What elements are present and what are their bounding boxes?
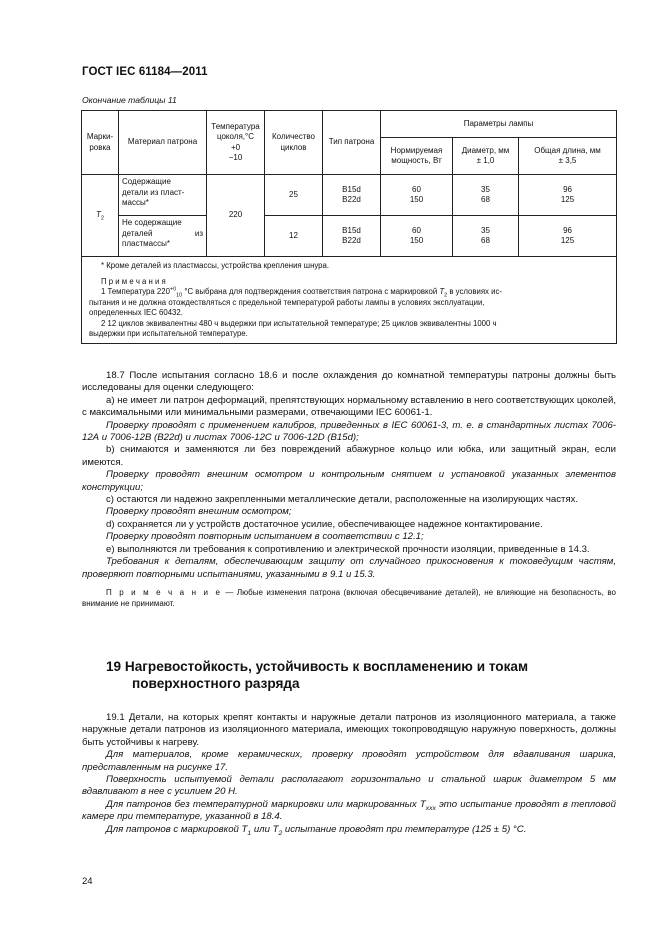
note-2: 2 12 циклов эквивалентны 480 ч выдержки при испытательной температуре; 25 циклов эквивалентны 1000 ч — [101, 318, 497, 328]
cell-types: B15d B22d — [323, 175, 381, 216]
note-1: 1 Температура $220^{+0}_{10}$ °C выбрана для подтверждения соответствия патрона с маркировкой $T_2$ в условиях ис- — [101, 286, 502, 299]
paragraph: Проверку проводят внешним осмотром и контрольным снятием и установкой указанных элементов конструкции; — [82, 469, 616, 493]
lamp-holder-table — [81, 110, 617, 344]
table-footnote: * Кроме деталей из пластмассы, устройства крепления шнура. — [101, 261, 330, 270]
section-19-text — [82, 712, 616, 836]
paragraph: b) снимаются и заменяются ли без повреждений абажурное кольцо или юбка, или защитный экран, если имеются. — [82, 444, 616, 468]
paragraph: Для патронов с маркировкой $T_1$ или $T_2$ испытание проводят при температуре (125 ± 5) °С. — [106, 823, 527, 837]
table-row — [82, 175, 617, 216]
paragraph: d) сохраняется ли у устройств достаточное усилие, обеспечивающее надежное контактирование. — [106, 518, 543, 530]
cell-marking: $T_2$ — [82, 175, 119, 257]
header-temperature: Температура цоколя,°C +0 −10 — [207, 111, 265, 175]
table-caption: Окончание таблицы 11 — [82, 95, 177, 105]
cell-power: 60 150 — [381, 216, 453, 257]
cell-length: 96 125 — [519, 175, 617, 216]
cell-diameter: 35 68 — [453, 175, 519, 216]
header-cycles: Количество циклов — [265, 111, 323, 175]
table-header-row — [82, 111, 617, 138]
header-marking: Марки- ровка — [82, 111, 119, 175]
paragraph: с) остаются ли надежно закрепленными металлические детали, расположенные на изолирующих частях. — [106, 494, 579, 506]
cell-types: B15d B22d — [323, 216, 381, 257]
paragraph: Для материалов, кроме керамических, проверку проводят устройством для вдавливания шарика, представленным на рисунке 17. — [82, 749, 616, 773]
table-notes: * Кроме деталей из пластмассы, устройства крепления шнура. П р и м е ч а н и я 1 Температура $220^{+0}_{10}$ °C выбрана для подтверждения соответствия патрона с маркировкой $T_2$ в условиях ис- пытания и не должна отождествляться с предельной температурой работы лампы в условиях эксплуатации, определенных IEC 60432. 2 12 циклов эквивалентны 480 ч выдержки при испытательной температуре; 25 циклов эквивалентны 1000 ч выдержки при испытательной температуре. — [82, 257, 617, 344]
cell-cycles: 12 — [265, 216, 323, 257]
paragraph: Поверхность испытуемой детали располагают горизонтально и стальной шарик диаметром 5 мм вдавливают в нее с усилием 20 Н. — [82, 774, 616, 798]
paragraph: 18.7 После испытания согласно 18.6 и после охлаждения до комнатной температуры патроны должны быть исследованы для оценки следующего: — [82, 370, 616, 394]
table-row — [82, 216, 617, 257]
cell-length: 96 125 — [519, 216, 617, 257]
paragraph: а) не имеет ли патрон деформаций, препятствующих нормальному вставлению в него соответствующих цоколей, с максимальными или минимальными размерами, отвечающими IEC 60061-1. — [82, 394, 616, 419]
paragraph: е) выполняются ли требования к сопротивлению и электрической прочности изоляции, приведенные в 14.3. — [106, 543, 590, 555]
table-notes-row — [82, 257, 617, 344]
header-material: Материал патрона — [119, 111, 207, 175]
header-length: Общая длина, мм ± 3,5 — [519, 138, 617, 175]
paragraph: Проверку проводят внешним осмотром; — [106, 506, 292, 518]
page-number: 24 — [82, 876, 93, 887]
section-note: П р и м е ч а н и е — Любые изменения патрона (включая обесцвечивание деталей), не влияющие на безопасность, во внимание не принимают. — [82, 587, 616, 608]
paragraph: 19.1 Детали, на которых крепят контакты и наружные детали патронов из изоляционного материала, а также наружные детали патронов из изоляционного материала, имеющих токопроводящую наружную поверхность, должны быть устойчивы к нагреву. — [82, 712, 616, 748]
header-lamp-type: Тип патрона — [323, 111, 381, 175]
cell-temperature: 220 — [207, 175, 265, 257]
header-diameter: Диаметр, мм ± 1,0 — [453, 138, 519, 175]
cell-cycles: 25 — [265, 175, 323, 216]
paragraph: Для патронов без температурной маркировки или маркированных $T_{xxx}$ это испытание проводят в тепловой камере при температуре, указанной в 18.4. — [82, 798, 616, 823]
paragraph: Требования к деталям, обеспечивающим защиту от случайного прикосновения к токоведущим частям, проверяют повторными испытаниями, указанными в 9.1 и 15.3. — [82, 556, 616, 580]
cell-diameter: 35 68 — [453, 216, 519, 257]
section-18-text — [82, 370, 616, 609]
section-19-heading: 19 Нагревостойкость, устойчивость к воспламенению и токам поверхностного разряда — [106, 659, 529, 691]
header-lamp-params: Параметры лампы — [381, 111, 617, 138]
document-header: ГОСТ IEC 61184—2011 — [82, 66, 208, 78]
cell-material: Не содержащие деталей из пластмассы* — [119, 216, 207, 257]
cell-material: Содержащие детали из пласт- массы* — [119, 175, 207, 216]
notes-heading: П р и м е ч а н и я — [101, 276, 166, 286]
paragraph: Проверку проводят повторным испытанием в соответствии с 12.1; — [106, 531, 424, 543]
header-power: Нормируемая мощность, Вт — [381, 138, 453, 175]
cell-power: 60 150 — [381, 175, 453, 216]
paragraph: Проверку проводят с применением калибров, приведенных в IEC 60061-3, т. е. в стандартных листах 7006-12А и 7006-12В (B22d) и листах 7006-12С и 7006-12D (B15d); — [82, 419, 616, 444]
